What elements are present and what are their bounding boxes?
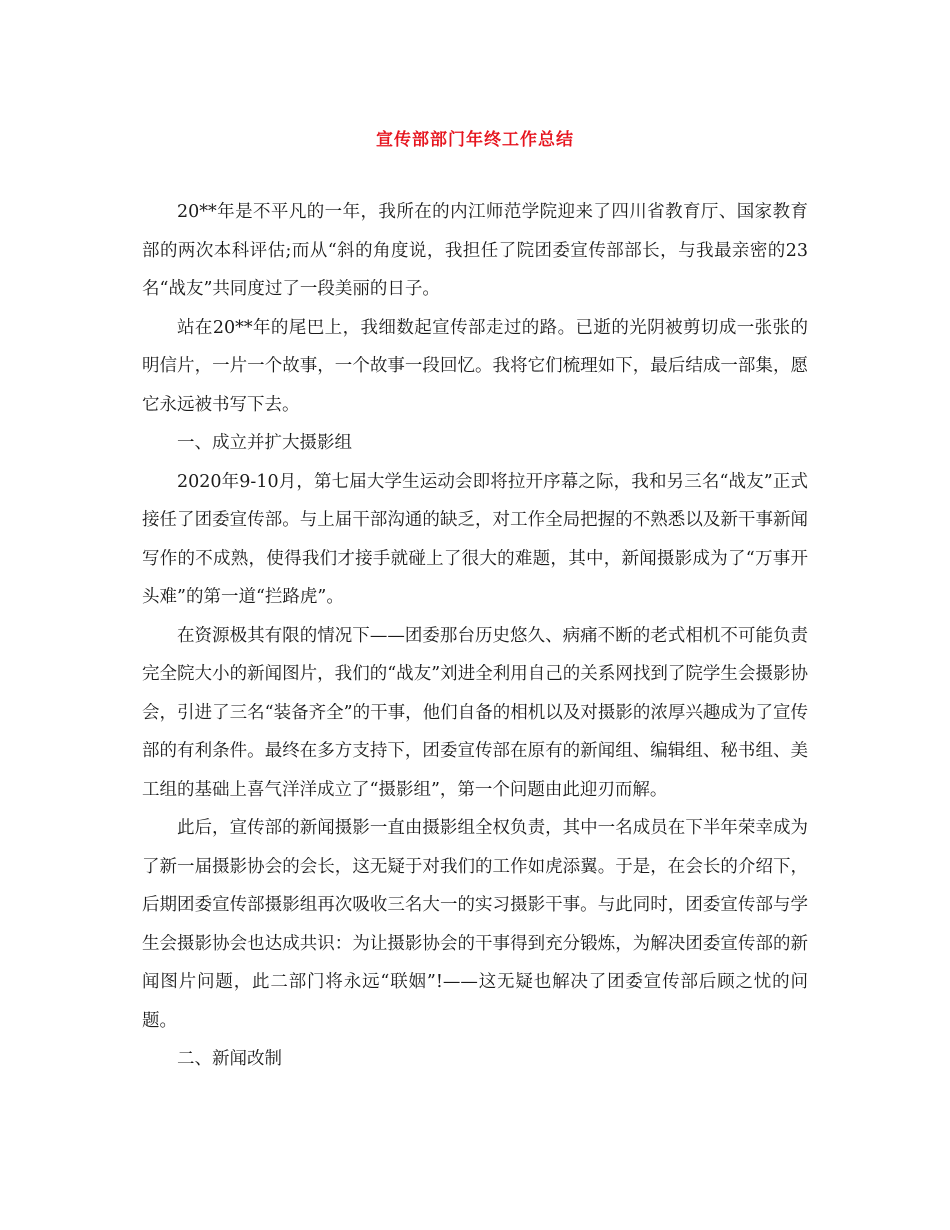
paragraph-review: 站在20**年的尾巴上，我细数起宣传部走过的路。已逝的光阴被剪切成一张张的明信片，一片一个故事，一个故事一段回忆。我将它们梳理如下，最后结成一部集，愿它永远被书写下去。 (142, 317, 808, 415)
section-heading-1: 一、成立并扩大摄影组 (177, 433, 352, 453)
paragraph-photo-group: 在资源极其有限的情况下——团委那台历史悠久、病痛不断的老式相机不可能负责完全院大小的新闻图片，我们的“战友”刘进全利用自己的关系网找到了院学生会摄影协会，引进了三名“装备齐全”的干事，他们自备的相机以及对摄影的浓厚兴趣成为了宣传部的有利条件。最终在多方支持下，团委宣传部在原有的新闻组、编辑组、秘书组、美工组的基础上喜气洋洋成立了“摄影组”，第一个问题由此迎刃而解。 (142, 625, 808, 800)
paragraph-takeover: 2020年9-10月，第七届大学生运动会即将拉开序幕之际，我和另三名“战友”正式接任了团委宣传部。与上届干部沟通的缺乏，对工作全局把握的不熟悉以及新干事新闻写作的不成熟，使得我们才接手就碰上了很大的难题，其中，新闻摄影成为了“万事开头难”的第一道“拦路虎”。 (142, 471, 808, 607)
paragraph-alliance: 此后，宣传部的新闻摄影一直由摄影组全权负责，其中一名成员在下半年荣幸成为了新一届摄影协会的会长，这无疑于对我们的工作如虎添翼。于是，在会长的介绍下，后期团委宣传部摄影组再次吸收三名大一的实习摄影干事。与此同时，团委宣传部与学生会摄影协会也达成共识：为让摄影协会的干事得到充分锻炼，为解决团委宣传部的新闻图片问题，此二部门将永远“联姻”!——这无疑也解决了团委宣传部后顾之忧的问题。 (142, 818, 808, 1031)
document-body (142, 193, 808, 1079)
paragraph-intro: 20**年是不平凡的一年，我所在的内江师范学院迎来了四川省教育厅、国家教育部的两次本科评估;而从“斜的角度说，我担任了院团委宣传部部长，与我最亲密的23名“战友”共同度过了一段美丽的日子。 (142, 202, 808, 299)
section-heading-2: 二、新闻改制 (177, 1049, 282, 1069)
document-title: 宣传部部门年终工作总结 (376, 130, 574, 150)
